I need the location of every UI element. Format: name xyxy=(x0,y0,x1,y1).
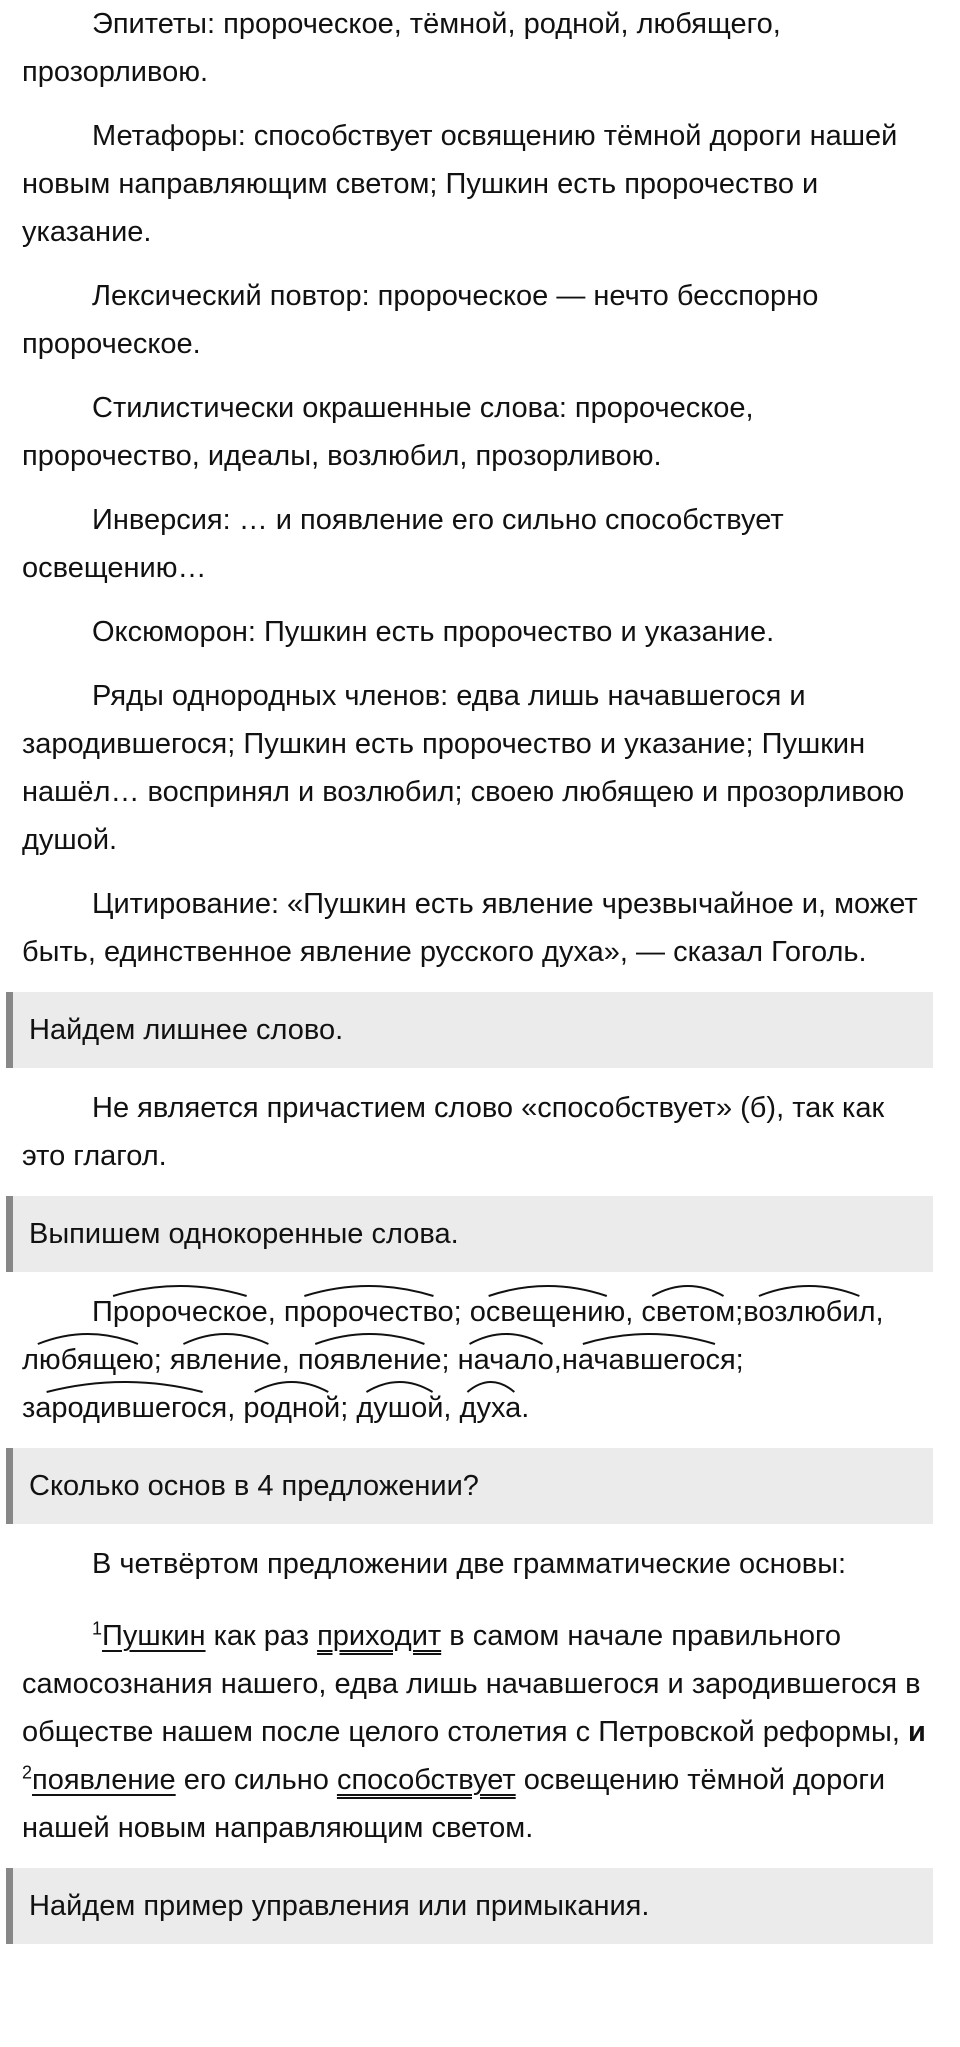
inversion-text: Инверсия: … и появление его сильно способствует освещению… xyxy=(22,504,784,584)
homogeneous-text: Ряды однородных членов: едва лишь начавшегося и зародившегося; Пушкин есть пророчество и указание; Пушкин нашёл… воспринял и возлюбил; своею любящею и прозорливою душой. xyxy=(22,680,905,856)
task-heading-government xyxy=(6,1868,933,1944)
separator: , xyxy=(281,1344,298,1376)
task-heading-text: Найдем лишнее слово. xyxy=(29,1014,344,1046)
extra-word-answer-text: Не является причастием слово «способствует» (б), так как это глагол. xyxy=(22,1092,885,1172)
separator: ; xyxy=(153,1344,170,1376)
task-heading-extra-word xyxy=(6,992,933,1068)
metaphors-paragraph xyxy=(22,112,932,256)
task-heading-text: Найдем пример управления или примыкания. xyxy=(29,1890,650,1922)
cognate-word-text: возлюбил xyxy=(743,1296,876,1328)
stylistic-text: Стилистически окрашенные слова: пророческое, пророчество, идеалы, возлюбил, прозорливою. xyxy=(22,392,754,472)
citation-text: Цитирование: «Пушкин есть явление чрезвычайное и, может быть, единственное явление русского духа», — сказал Гоголь. xyxy=(22,888,918,968)
separator: , xyxy=(267,1296,284,1328)
cognate-word-text: душой xyxy=(356,1392,444,1424)
inversion-paragraph xyxy=(22,496,932,592)
separator: ; xyxy=(441,1344,458,1376)
extra-word-answer xyxy=(22,1084,932,1180)
cognate-word-text: зародившегося xyxy=(22,1392,228,1424)
root-arc-icon xyxy=(298,1328,442,1346)
separator: , xyxy=(443,1392,460,1424)
task-heading-cognates xyxy=(6,1196,933,1272)
root-arc-icon xyxy=(22,1376,227,1394)
stems-answer-text: В четвёртом предложении две грамматические основы: xyxy=(92,1548,847,1580)
root-arc-icon xyxy=(641,1280,735,1298)
separator: ; xyxy=(735,1344,744,1376)
subject-2: появление xyxy=(32,1764,176,1796)
stems-answer xyxy=(22,1540,932,1588)
root-arc-icon xyxy=(22,1328,154,1346)
oxymoron-text: Оксюморон: Пушкин есть пророчество и указание. xyxy=(92,616,775,648)
sentence-fragment: освещению тёмной дороги нашей новым направляющим светом. xyxy=(22,1764,886,1844)
separator: , xyxy=(625,1296,642,1328)
root-arc-icon xyxy=(170,1328,282,1346)
cognate-word-text: начало xyxy=(457,1344,554,1376)
task-heading-text: Выпишем однокоренные слова. xyxy=(29,1218,459,1250)
cognate-word-text: пророчество xyxy=(283,1296,454,1328)
root-arc-icon xyxy=(356,1376,443,1394)
cognate-word-text: появление xyxy=(297,1344,442,1376)
separator: ; xyxy=(735,1296,744,1328)
oxymoron-paragraph xyxy=(22,608,932,656)
cognate-word-text: Пророческое xyxy=(92,1296,268,1328)
predicate-2: способствует xyxy=(336,1764,516,1796)
homogeneous-paragraph xyxy=(22,672,932,864)
cognate-words-paragraph xyxy=(22,1288,932,1432)
stem-number-2: 2 xyxy=(22,1762,33,1783)
predicate-1: приходит xyxy=(317,1620,442,1652)
subject-1: Пушкин xyxy=(102,1620,206,1652)
repetition-text: Лексический повтор: пророческое — нечто бесспорно пророческое. xyxy=(22,280,819,360)
cognate-word xyxy=(356,1384,443,1432)
cognate-word-text: духа xyxy=(459,1392,522,1424)
root-arc-icon xyxy=(458,1328,554,1346)
separator: ; xyxy=(453,1296,470,1328)
metaphors-text: Метафоры: способствует освящению тёмной дороги нашей новым направляющим светом; Пушкин есть пророчество и указание. xyxy=(22,120,898,248)
separator: , xyxy=(553,1344,562,1376)
cognate-word-text: светом xyxy=(641,1296,736,1328)
root-arc-icon xyxy=(460,1376,522,1394)
sentence-fragment: в самом начале правильного самосознания нашего, едва лишь начавшегося и зародившегося в обществе нашем после целого столетия с Петровской реформы, xyxy=(22,1620,921,1748)
repetition-paragraph xyxy=(22,272,932,368)
task-heading-text: Сколько основ в 4 предложении? xyxy=(29,1470,479,1502)
cognate-word xyxy=(562,1336,736,1384)
citation-paragraph xyxy=(22,880,932,976)
root-arc-icon xyxy=(243,1376,340,1394)
sentence-fragment: как раз xyxy=(205,1620,318,1652)
cognate-word-text: любящею xyxy=(22,1344,154,1376)
root-arc-icon xyxy=(470,1280,625,1298)
cognate-word xyxy=(743,1288,875,1336)
sentence-fragment: его сильно xyxy=(175,1764,337,1796)
cognate-word-text: родной xyxy=(243,1392,341,1424)
cognate-word-text: освещению xyxy=(469,1296,626,1328)
separator: . xyxy=(521,1392,530,1424)
task-heading-stems xyxy=(6,1448,933,1524)
cognate-word xyxy=(243,1384,340,1432)
root-arc-icon xyxy=(92,1280,268,1298)
epithets-paragraph xyxy=(22,0,932,96)
fourth-sentence xyxy=(22,1612,932,1852)
separator: , xyxy=(227,1392,244,1424)
separator: , xyxy=(875,1296,884,1328)
root-arc-icon xyxy=(284,1280,454,1298)
epithets-text: Эпитеты: пророческое, тёмной, родной, любящего, прозорливою. xyxy=(22,8,781,88)
cognate-word-text: начавшегося xyxy=(561,1344,736,1376)
cognate-word-text: явление xyxy=(169,1344,282,1376)
stem-number-1: 1 xyxy=(92,1618,103,1639)
cognate-word xyxy=(22,1384,227,1432)
cognate-word xyxy=(460,1384,522,1432)
stylistic-paragraph xyxy=(22,384,932,480)
conjunction: и xyxy=(908,1716,926,1748)
root-arc-icon xyxy=(562,1328,736,1346)
separator: ; xyxy=(340,1392,357,1424)
root-arc-icon xyxy=(743,1280,875,1298)
